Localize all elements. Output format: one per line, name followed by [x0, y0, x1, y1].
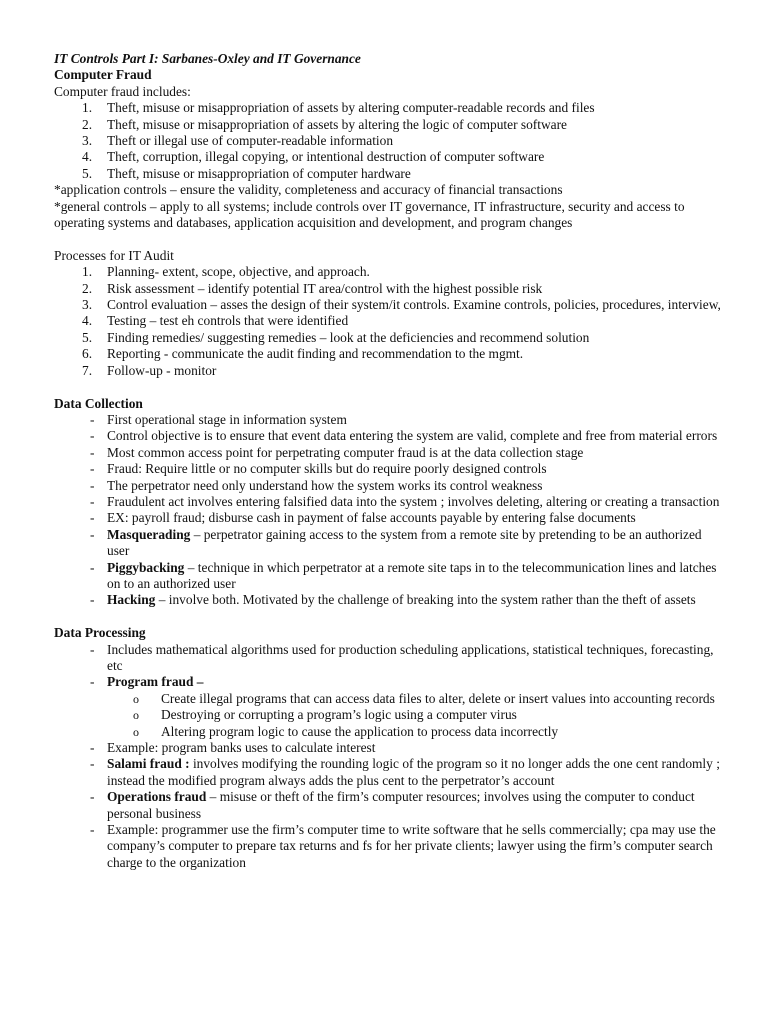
list-item — [54, 264, 726, 280]
dash-marker: - — [90, 592, 95, 608]
item-text: Theft, misuse or misappropriation of computer hardware — [107, 165, 411, 181]
data-processing-list — [54, 642, 726, 872]
item-text: Fraudulent act involves entering falsified data into the system ; involves deleting, altering or creating a transaction — [107, 493, 720, 509]
item-text: Reporting - communicate the audit finding and recommendation to the mgmt. — [107, 346, 524, 362]
item-text: Fraud: Require little or no computer skills but do require poorly designed controls — [107, 461, 547, 477]
item-number: 4. — [82, 313, 93, 329]
item-text: Control objective is to ensure that event data entering the system are valid, complete and free from material errors — [107, 428, 718, 444]
list-item — [54, 822, 726, 871]
circle-bullet-icon: o — [133, 708, 139, 723]
list-item — [54, 789, 726, 822]
list-item — [54, 560, 726, 593]
list-item — [54, 527, 726, 560]
list-item — [54, 313, 726, 329]
list-item — [54, 461, 726, 477]
item-text: Most common access point for perpetrating computer fraud is at the data collection stage — [107, 444, 584, 460]
data-processing-heading: Data Processing — [54, 625, 146, 641]
dash-marker: - — [90, 740, 95, 756]
dash-marker: - — [90, 756, 95, 772]
sub-item-text: Destroying or corrupting a program’s logic using a computer virus — [161, 707, 517, 723]
item-number: 1. — [82, 100, 93, 116]
application-controls-note: *application controls – ensure the validity, completeness and accuracy of financial transactions — [54, 182, 563, 198]
list-item — [54, 592, 726, 608]
list-item — [54, 363, 726, 379]
list-item — [54, 133, 726, 149]
item-term: Hacking — [107, 592, 156, 608]
it-audit-heading: Processes for IT Audit — [54, 247, 174, 263]
dash-marker: - — [90, 411, 95, 427]
document-title: IT Controls Part I: Sarbanes-Oxley and IT Governance — [54, 51, 361, 66]
list-item — [54, 510, 726, 526]
list-item — [54, 149, 726, 165]
item-term: Masquerading — [107, 526, 191, 542]
item-number: 3. — [82, 133, 93, 149]
list-item — [54, 100, 726, 116]
list-item — [54, 674, 726, 740]
item-term: Piggybacking — [107, 559, 185, 575]
item-number: 5. — [82, 165, 93, 181]
it-audit-list — [54, 264, 726, 379]
sub-item — [107, 707, 726, 723]
item-text: EX: payroll fraud; disburse cash in payment of false accounts payable by entering false documents — [107, 510, 636, 526]
item-text: – technique in which perpetrator at a remote site taps in to the telecommunication lines and latches on to an authorized user — [107, 559, 717, 591]
item-term: Operations fraud — [107, 789, 207, 805]
circle-bullet-icon: o — [133, 691, 139, 706]
item-term: Program fraud – — [107, 674, 204, 690]
item-number: 6. — [82, 346, 93, 362]
dash-marker: - — [90, 674, 95, 690]
list-item — [54, 117, 726, 133]
list-item — [54, 740, 726, 756]
item-text: Follow-up - monitor — [107, 362, 217, 378]
list-item — [54, 642, 726, 675]
sub-item-text: Create illegal programs that can access data files to alter, delete or insert values into accounting records — [161, 690, 715, 706]
spacer — [54, 231, 726, 247]
list-item — [54, 428, 726, 444]
dash-marker: - — [90, 477, 95, 493]
spacer — [54, 379, 726, 395]
spacer — [54, 609, 726, 625]
dash-marker: - — [90, 444, 95, 460]
list-item — [54, 330, 726, 346]
dash-marker: - — [90, 641, 95, 657]
item-text: Theft, misuse or misappropriation of assets by altering computer-readable records and files — [107, 100, 595, 116]
item-text: involves modifying the rounding logic of the program so it no longer adds the one cent randomly ; instead the modified program always adds the plus cent to the perpetrator’s account — [107, 756, 720, 788]
sub-item — [107, 691, 726, 707]
data-collection-heading: Data Collection — [54, 395, 143, 411]
dash-marker: - — [90, 510, 95, 526]
item-text: Theft, misuse or misappropriation of assets by altering the logic of computer software — [107, 116, 567, 132]
item-term: Salami fraud : — [107, 756, 190, 772]
item-text: The perpetrator need only understand how the system works its control weakness — [107, 477, 543, 493]
dash-marker: - — [90, 461, 95, 477]
item-text: Finding remedies/ suggesting remedies – look at the deficiencies and recommend solution — [107, 329, 590, 345]
item-text: – involve both. Motivated by the challenge of breaking into the system rather than the theft of assets — [155, 592, 696, 608]
computer-fraud-intro: Computer fraud includes: — [54, 83, 191, 99]
dash-marker: - — [90, 428, 95, 444]
sub-item — [107, 724, 726, 740]
item-number: 4. — [82, 149, 93, 165]
list-item — [54, 297, 726, 313]
item-text: Planning- extent, scope, objective, and approach. — [107, 264, 370, 280]
item-number: 2. — [82, 116, 93, 132]
dash-marker: - — [90, 526, 95, 542]
program-fraud-sublist — [107, 691, 726, 740]
dash-marker: - — [90, 559, 95, 575]
general-controls-note: *general controls – apply to all systems; include controls over IT governance, IT infrastructure, security and access to operating systems and databases, application acquisition and development, and program changes — [54, 198, 685, 231]
item-text: Theft, corruption, illegal copying, or intentional destruction of computer software — [107, 149, 545, 165]
item-text: Control evaluation – asses the design of their system/it controls. Examine controls, policies, procedures, interview, — [107, 297, 721, 313]
item-text: Example: program banks uses to calculate interest — [107, 740, 376, 756]
dash-marker: - — [90, 822, 95, 838]
item-text: Testing – test eh controls that were identified — [107, 313, 349, 329]
list-item — [54, 281, 726, 297]
sub-item-text: Altering program logic to cause the application to process data incorrectly — [161, 723, 559, 739]
computer-fraud-heading: Computer Fraud — [54, 67, 152, 83]
item-text: Risk assessment – identify potential IT area/control with the highest possible risk — [107, 280, 543, 296]
item-number: 2. — [82, 280, 93, 296]
item-text: First operational stage in information system — [107, 411, 347, 427]
document-content — [54, 51, 726, 871]
list-item — [54, 445, 726, 461]
list-item — [54, 166, 726, 182]
dash-marker: - — [90, 493, 95, 509]
data-collection-list — [54, 412, 726, 609]
list-item — [54, 756, 726, 789]
item-text: – misuse or theft of the firm’s computer resources; involves using the computer to conduct personal business — [107, 789, 695, 821]
circle-bullet-icon: o — [133, 724, 139, 739]
list-item — [54, 412, 726, 428]
list-item — [54, 494, 726, 510]
list-item — [54, 346, 726, 362]
item-number: 5. — [82, 329, 93, 345]
item-number: 1. — [82, 264, 93, 280]
dash-marker: - — [90, 789, 95, 805]
item-number: 3. — [82, 297, 93, 313]
item-text: – perpetrator gaining access to the system from a remote site by pretending to be an authorized user — [107, 526, 702, 559]
item-number: 7. — [82, 362, 93, 378]
computer-fraud-list — [54, 100, 726, 182]
item-text: Includes mathematical algorithms used for production scheduling applications, statistical techniques, forecasting, etc — [107, 641, 714, 673]
list-item — [54, 478, 726, 494]
item-text: Theft or illegal use of computer-readable information — [107, 133, 394, 149]
item-text: Example: programmer use the firm’s computer time to write software that he sells commercially; cpa may use the company’s computer to prepare tax returns and fs for her private clients; lawyer using the firm’s computer search charge to the organization — [107, 822, 716, 870]
